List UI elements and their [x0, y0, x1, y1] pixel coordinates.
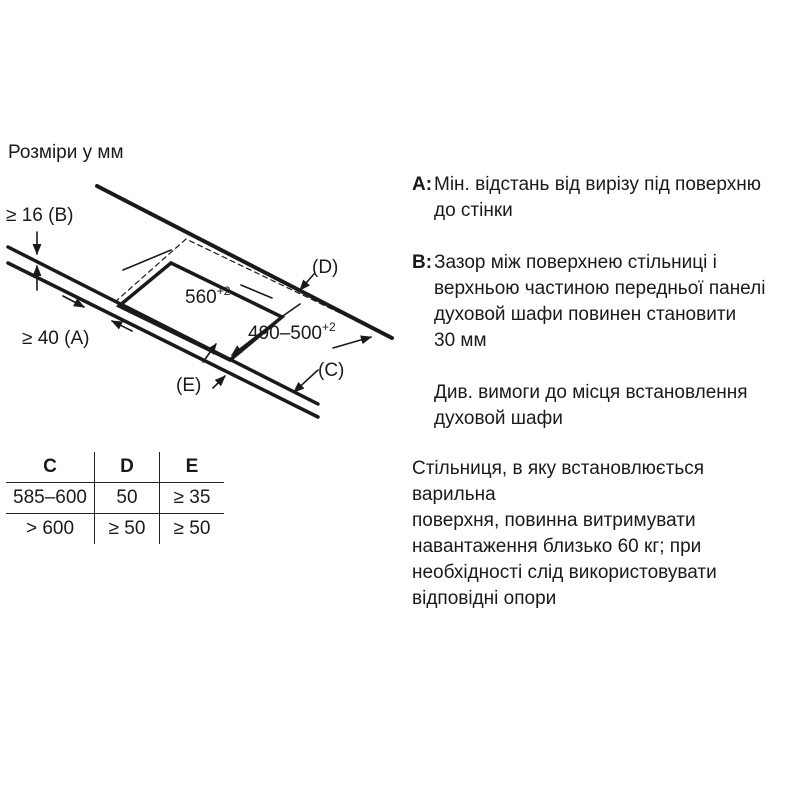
cell-c: 585–600: [6, 483, 95, 514]
label-a: ≥ 40 (A): [22, 328, 90, 349]
header-c: C: [6, 452, 95, 483]
clearance-table: [6, 452, 224, 544]
label-e: (E): [176, 375, 202, 396]
note-b-letter: B:: [412, 252, 433, 273]
note-a-text: Мін. відстань від вирізу під поверхню до стінки: [434, 174, 761, 221]
table-row: [6, 514, 224, 545]
dim-width-label: [185, 284, 231, 308]
cell-d: 50: [95, 483, 160, 514]
note-b-extra: Див. вимоги до місця встановлення духовой шафи: [434, 382, 748, 429]
dim-depth-sup: +2: [321, 320, 336, 334]
note-a: [412, 172, 792, 224]
dim-depth-label: [248, 320, 336, 344]
header-d: D: [95, 452, 160, 483]
label-d: (D): [312, 257, 339, 278]
countertop-note: Стільниця, в яку встановлюється варильна поверхня, повинна витримувати навантаження близько 60 кг; при необхідності слід використовувати відповідні опори: [412, 458, 717, 609]
dim-depth-extension: [280, 304, 300, 318]
dim-depth-base: 490–500: [248, 323, 322, 344]
table-row: [6, 483, 224, 514]
cell-e: ≥ 50: [160, 514, 225, 545]
label-c: (C): [318, 360, 345, 381]
cell-d: ≥ 50: [95, 514, 160, 545]
table-header-row: [6, 452, 224, 483]
cell-c: > 600: [25, 518, 75, 539]
dim-c-arrow-down: [294, 370, 318, 392]
dim-width-base: 560: [185, 287, 217, 308]
dim-width-sup: +2: [216, 284, 231, 298]
units-title: Розміри у мм: [8, 142, 124, 163]
cell-e: ≥ 35: [160, 483, 225, 514]
dim-e-arrow-right: [213, 376, 225, 388]
label-b: ≥ 16 (B): [6, 205, 74, 226]
note-a-letter: A:: [412, 174, 433, 195]
header-e: E: [160, 452, 225, 483]
note-b-text: Зазор між поверхнею стільниці і верхньою частиною передньої панелі духовой шафи повинен становити 30 мм: [434, 252, 766, 351]
dim-width-line-right: [241, 285, 272, 298]
dim-c-arrow-up: [333, 337, 371, 348]
note-b: [412, 250, 792, 354]
notes-panel: [412, 172, 792, 612]
